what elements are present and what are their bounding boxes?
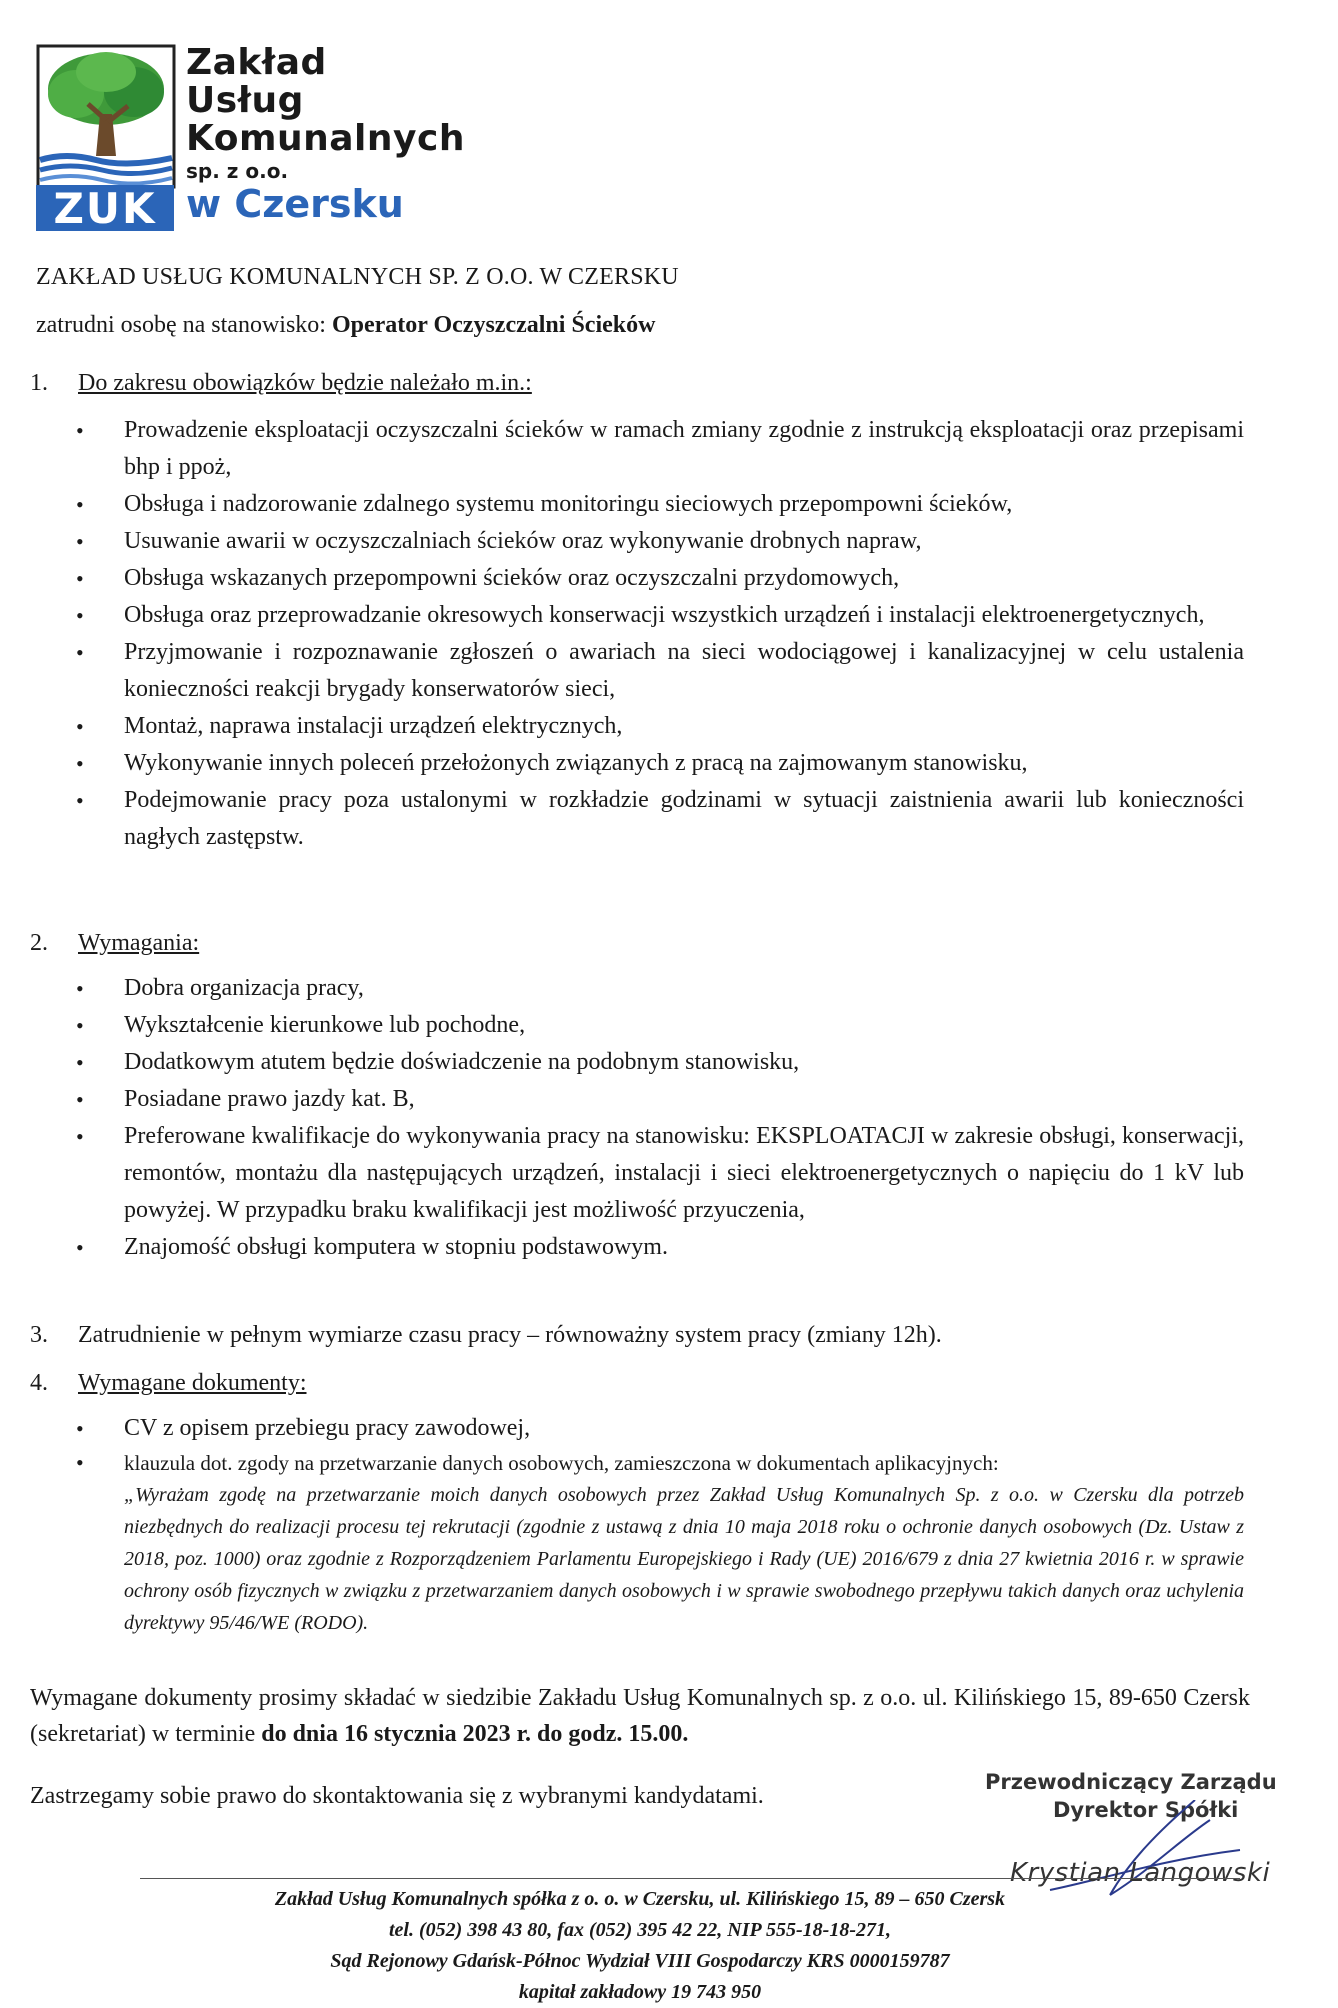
footer bbox=[140, 1884, 1140, 2008]
list-item: • Montaż, naprawa instalacji urządzeń elektrycznych, bbox=[74, 708, 1244, 745]
section-title: Do zakresu obowiązków będzie należało m.in.: bbox=[78, 370, 532, 396]
logo-line-3: Komunalnych bbox=[186, 118, 465, 159]
footer-line-4: kapitał zakładowy 19 743 950 bbox=[518, 1981, 762, 2003]
list-item: • Wykształcenie kierunkowe lub pochodne, bbox=[74, 1007, 1244, 1044]
logo-line-4: sp. z o.o. bbox=[186, 159, 289, 183]
consent-quote: „Wyrażam zgodę na przetwarzanie moich danych osobowych przez Zakład Usług Komunalnych Sp. z o.o. w Czersku dla potrzeb niezbędnych do realizacji procesu tej rekrutacji (zgodnie z ustawą z dnia 10 maja 2018 roku o ochronie danych osobowych (Dz. Ustaw z 2018, poz. 1000) oraz zgodnie z Rozporządzeniem Parlamentu Europejskiego i Rady (UE) 2016/679 z dnia 27 kwietnia 2016 r. w sprawie ochrony osób fizycznych w związku z przetwarzaniem danych osobowych i w sprawie swobodnego przepływu takich danych oraz uchylenia dyrektywy 95/46/WE (RODO). bbox=[124, 1484, 1244, 1634]
footer-divider bbox=[140, 1878, 1240, 1879]
list-item: • Podejmowanie pracy poza ustalonymi w rozkładzie godzinami w sytuacji zaistnienia awarii lub konieczności nagłych zastępstw. bbox=[74, 782, 1244, 856]
logo-line-2: Usług bbox=[186, 80, 304, 121]
section-number: 3. bbox=[30, 1322, 48, 1348]
section-title: Wymagania: bbox=[78, 930, 200, 956]
logo-line-1: Zakład bbox=[186, 42, 327, 83]
logo-wordmark bbox=[186, 44, 465, 224]
reservation-paragraph: Zastrzegamy sobie prawo do skontaktowania się z wybranymi kandydatami. bbox=[30, 1783, 764, 1809]
list-item: • Obsługa oraz przeprowadzanie okresowych konserwacji wszystkich urządzeń i instalacji elektroenergetycznych, bbox=[74, 597, 1244, 634]
submission-text: Wymagane dokumenty prosimy składać w siedzibie Zakładu Usług Komunalnych sp. z o.o. ul. Kilińskiego 15, 89-650 Czersk (sekretariat) w terminie bbox=[30, 1685, 1250, 1747]
deadline: do dnia 16 stycznia 2023 r. do godz. 15.00. bbox=[261, 1721, 689, 1747]
section-number: 2. bbox=[30, 930, 48, 956]
signatory-name: Krystian Langowski bbox=[1010, 1858, 1271, 1888]
list-item: • Dodatkowym atutem będzie doświadczenie na podobnym stanowisku, bbox=[74, 1044, 1244, 1081]
submission-paragraph bbox=[30, 1680, 1250, 1752]
list-item-consent bbox=[74, 1447, 1244, 1639]
hire-line bbox=[36, 312, 1246, 339]
list-item: • Prowadzenie eksploatacji oczyszczalni ścieków w ramach zmiany zgodnie z instrukcją eksploatacji oraz przepisami bhp i ppoż, bbox=[74, 412, 1244, 486]
duties-list bbox=[74, 412, 1244, 856]
position-title: Operator Oczyszczalni Ścieków bbox=[331, 312, 656, 338]
list-item: • CV z opisem przebiegu pracy zawodowej, bbox=[74, 1410, 1244, 1447]
company-heading: ZAKŁAD USŁUG KOMUNALNYCH SP. Z O.O. W CZERSKU bbox=[36, 264, 679, 290]
section-text: Zatrudnienie w pełnym wymiarze czasu pracy – równoważny system pracy (zmiany 12h). bbox=[78, 1322, 942, 1348]
logo-badge-text: ZUK bbox=[53, 184, 157, 233]
footer-line-3: Sąd Rejonowy Gdańsk-Północ Wydział VIII Gospodarczy KRS 0000159787 bbox=[330, 1950, 950, 1972]
section-number: 1. bbox=[30, 370, 48, 396]
list-item: • Posiadane prawo jazdy kat. B, bbox=[74, 1081, 1244, 1118]
list-item: • Obsługa i nadzorowanie zdalnego systemu monitoringu sieciowych przepompowni ścieków, bbox=[74, 486, 1244, 523]
footer-line-2: tel. (052) 398 43 80, fax (052) 395 42 22, NIP 555-18-18-271, bbox=[389, 1919, 891, 1941]
logo-badge bbox=[36, 185, 174, 231]
documents-list bbox=[74, 1410, 1244, 1639]
requirements-list bbox=[74, 970, 1244, 1266]
section-number: 4. bbox=[30, 1370, 48, 1396]
logo-line-5: w Czersku bbox=[186, 182, 404, 226]
list-item: • Znajomość obsługi komputera w stopniu podstawowym. bbox=[74, 1229, 1244, 1266]
list-item: • Preferowane kwalifikacje do wykonywania pracy na stanowisku: EKSPLOATACJI w zakresie obsługi, konserwacji, remontów, montażu dla następujących urządzeń, instalacji i sieci elektroenergetycznych o napięciu do 1 kV lub powyżej. W przypadku braku kwalifikacji jest możliwość przyuczenia, bbox=[74, 1118, 1244, 1229]
tree-icon bbox=[36, 44, 176, 189]
hire-prefix: zatrudni osobę na stanowisko: bbox=[36, 312, 332, 338]
list-item: • Obsługa wskazanych przepompowni ścieków oraz oczyszczalni przydomowych, bbox=[74, 560, 1244, 597]
company-logo bbox=[36, 42, 465, 234]
stamp-line-1: Przewodniczący Zarządu bbox=[985, 1770, 1277, 1794]
list-item: • Przyjmowanie i rozpoznawanie zgłoszeń o awariach na sieci wodociągowej i kanalizacyjnej w celu ustalenia konieczności reakcji brygady konserwatorów sieci, bbox=[74, 634, 1244, 708]
section-title: Wymagane dokumenty: bbox=[78, 1370, 307, 1396]
list-item: • Wykonywanie innych poleceń przełożonych związanych z pracą na zajmowanym stanowisku, bbox=[74, 745, 1244, 782]
list-item: • Dobra organizacja pracy, bbox=[74, 970, 1244, 1007]
stamp-line-2: Dyrektor Spółki bbox=[1053, 1798, 1239, 1822]
consent-clause-label: klauzula dot. zgody na przetwarzanie danych osobowych, zamieszczona w dokumentach aplikacyjnych: bbox=[124, 1451, 999, 1475]
footer-line-1: Zakład Usług Komunalnych spółka z o. o. w Czersku, ul. Kilińskiego 15, 89 – 650 Czersk bbox=[274, 1888, 1006, 1910]
list-item: • Usuwanie awarii w oczyszczalniach ścieków oraz wykonywanie drobnych napraw, bbox=[74, 523, 1244, 560]
